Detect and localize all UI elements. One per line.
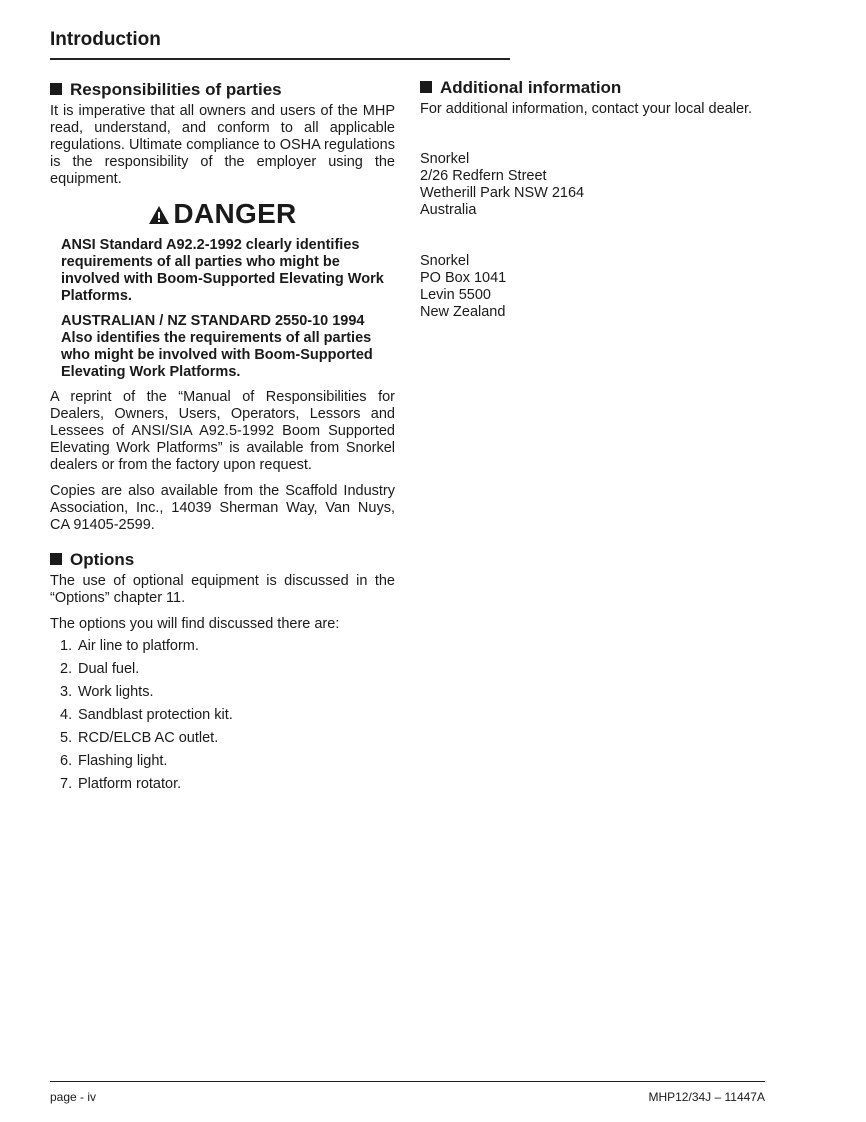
address-new-zealand: [420, 253, 765, 321]
list-item-number: 6.: [60, 753, 73, 769]
danger-label: DANGER: [173, 198, 297, 229]
list-item: [60, 661, 395, 678]
warning-triangle-icon: [148, 199, 170, 233]
square-bullet-icon: [50, 83, 62, 95]
options-heading: [50, 550, 395, 570]
list-item-number: 4.: [60, 707, 73, 723]
list-item: [60, 707, 395, 724]
additional-info-heading: [420, 78, 765, 98]
responsibilities-heading-text: Responsibilities of parties: [70, 80, 282, 99]
responsibilities-heading: [50, 80, 395, 100]
list-item-number: 7.: [60, 776, 73, 792]
list-item-number: 1.: [60, 638, 73, 654]
footer-divider: [50, 1081, 765, 1082]
list-item: [60, 684, 395, 701]
address-line: Australia: [420, 202, 477, 218]
page-title: Introduction: [50, 29, 161, 50]
right-column: [420, 78, 765, 321]
copies-paragraph: Copies are also available from the Scaffold Industry Association, Inc., 14039 Sherman Way, Van Nuys, CA 91405-2599.: [50, 483, 395, 533]
list-item: [60, 730, 395, 747]
list-item-text: Dual fuel.: [78, 661, 140, 677]
additional-info-intro: For additional information, contact your local dealer.: [420, 101, 753, 117]
square-bullet-icon: [50, 553, 62, 565]
address-line: Wetherill Park NSW 2164: [420, 185, 585, 201]
title-divider: [50, 58, 510, 60]
list-item-text: Platform rotator.: [78, 776, 182, 792]
left-column: [50, 80, 395, 799]
list-item-text: RCD/ELCB AC outlet.: [78, 730, 219, 746]
list-item: [60, 753, 395, 770]
options-heading-text: Options: [70, 550, 135, 569]
options-intro: The use of optional equipment is discussed in the “Options” chapter 11.: [50, 573, 395, 606]
page-number: page - iv: [50, 1090, 97, 1104]
list-item-number: 5.: [60, 730, 73, 746]
warning-ansi: ANSI Standard A92.2-1992 clearly identifies requirements of all parties who might be involved with Boom-Supported Elevating Work Platforms.: [61, 237, 384, 304]
address-line: PO Box 1041: [420, 270, 507, 286]
address-line: Snorkel: [420, 253, 470, 269]
document-id: MHP12/34J – 11447A: [648, 1090, 765, 1104]
warning-australian-nz: AUSTRALIAN / NZ STANDARD 2550-10 1994 Also identifies the requirements of all parties who might be involved with Boom-Supported Elevating Work Platforms.: [61, 313, 373, 380]
list-item-text: Work lights.: [78, 684, 154, 700]
reprint-paragraph: A reprint of the “Manual of Responsibilities for Dealers, Owners, Users, Operators, Lessors and Lessees of ANSI/SIA A92.5-1992 Boom Supported Elevating Work Platforms” is available from Snorkel dealers or from the factory upon request.: [50, 389, 395, 473]
address-line: New Zealand: [420, 304, 506, 320]
list-item-text: Sandblast protection kit.: [78, 707, 233, 723]
list-item: [60, 638, 395, 655]
additional-info-heading-text: Additional information: [440, 78, 622, 97]
list-item-number: 3.: [60, 684, 73, 700]
address-line: Snorkel: [420, 151, 470, 167]
list-item-text: Flashing light.: [78, 753, 168, 769]
options-list: [60, 638, 395, 793]
danger-banner: [50, 197, 395, 233]
list-item-number: 2.: [60, 661, 73, 677]
address-line: 2/26 Redfern Street: [420, 168, 547, 184]
address-line: Levin 5500: [420, 287, 491, 303]
options-list-intro: The options you will find discussed there are:: [50, 616, 340, 632]
address-australia: [420, 151, 765, 219]
list-item-text: Air line to platform.: [78, 638, 199, 654]
list-item: [60, 776, 395, 793]
square-bullet-icon: [420, 81, 432, 93]
responsibilities-intro: It is imperative that all owners and users of the MHP read, understand, and conform to all applicable regulations. Ultimate compliance to OSHA regulations is the responsibility of the employer using the equipment.: [50, 103, 395, 187]
